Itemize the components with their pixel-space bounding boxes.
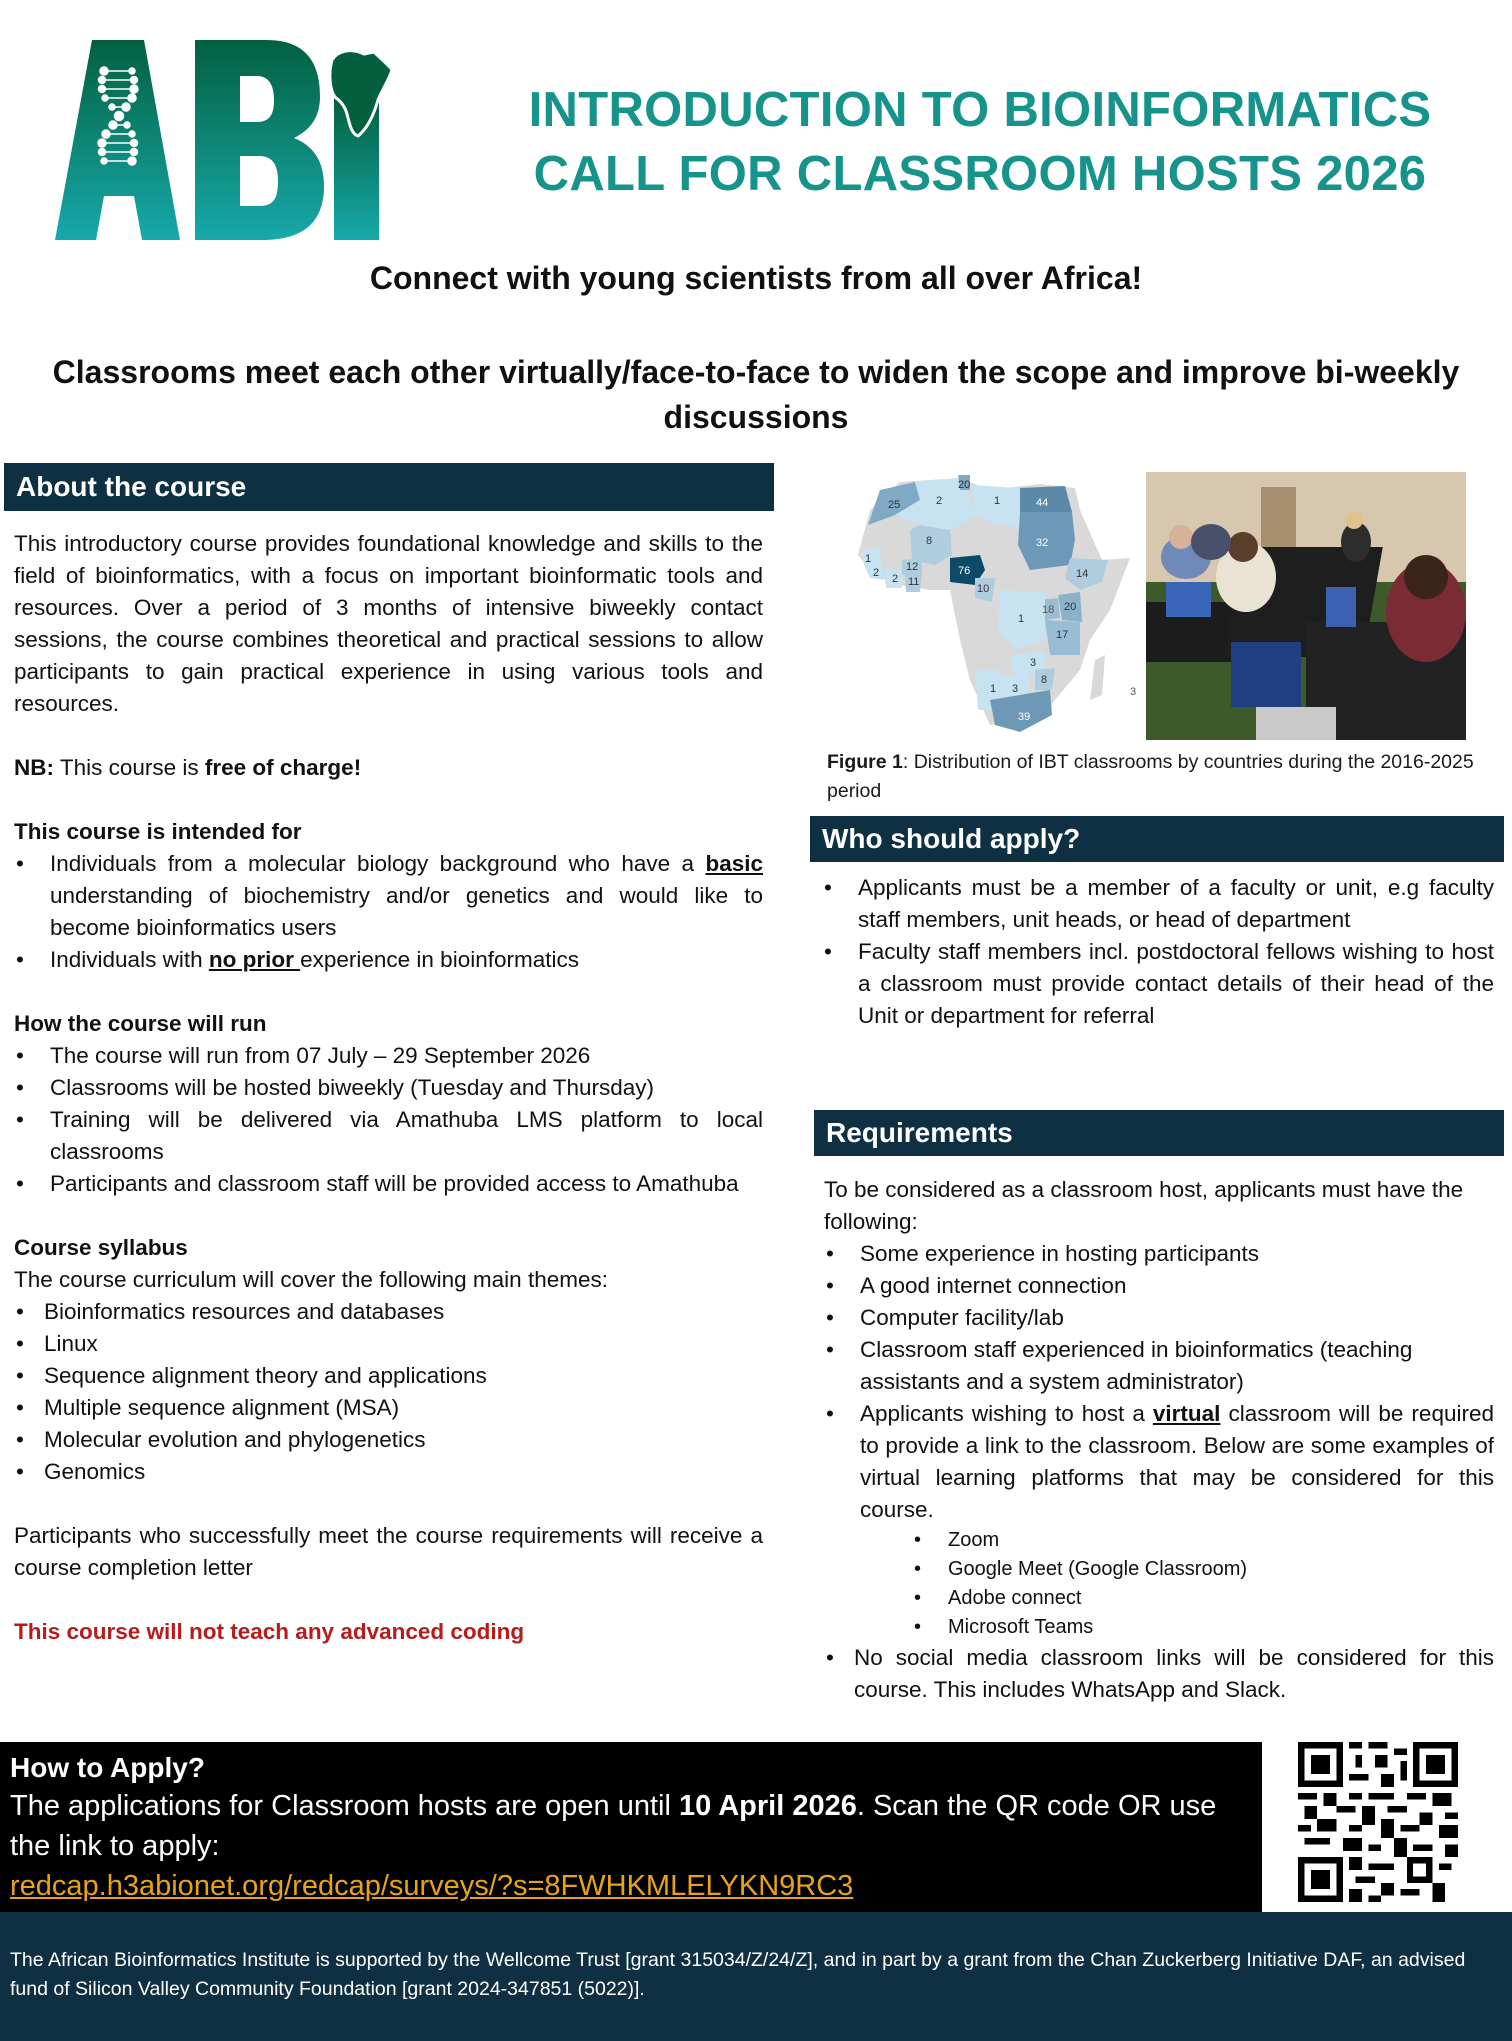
list-item [824,1398,1494,1526]
map-label: 25 [888,499,901,511]
map-label: 18 [1042,604,1055,616]
page-title [480,78,1480,206]
list-item: • Google Meet (Google Classroom) [914,1555,1494,1584]
list-item: • The course will run from 07 July – 29 September 2026 [14,1040,763,1072]
list-item: • Faculty staff members incl. postdoctoral fellows wishing to host a classroom must provide contact details of their head of the Unit or department for referral [822,936,1494,1032]
nb-text: This course is [54,755,205,780]
syllabus-heading: Course syllabus [14,1235,188,1260]
syllabus-list [14,1296,763,1488]
list-item: • Classrooms will be hosted biweekly (Tuesday and Thursday) [14,1072,763,1104]
title-line-2: CALL FOR CLASSROOM HOSTS 2026 [533,147,1427,201]
apply-link[interactable]: redcap.h3abionet.org/redcap/surveys/?s=8FWHKMLELYKN9RC3 [10,1870,854,1902]
africa-classroom-map [840,470,1140,740]
intended-heading: This course is intended for [14,819,302,844]
nb-label: NB: [14,755,54,780]
about-column [14,528,763,1648]
map-label: 1 [990,683,997,695]
item-text: Individuals from a molecular biology background who have a [50,851,706,876]
map-label: 76 [958,565,971,577]
map-label: 3 [1012,683,1019,695]
nb-note [14,752,763,784]
map-label: 1 [865,553,872,565]
list-item: • Multiple sequence alignment (MSA) [14,1392,763,1424]
how-to-apply-band [0,1742,1262,1912]
classroom-photo [1146,472,1466,740]
list-item: • Molecular evolution and phylogenetics [14,1424,763,1456]
list-item: • Adobe connect [914,1584,1494,1613]
item-text: understanding of biochemistry and/or genetics and would like to become bioinformatics users [50,883,763,940]
section-title: Who should apply? [822,823,1081,854]
map-label: 2 [873,567,880,579]
who-list [822,872,1494,1032]
map-label: 11 [908,576,920,588]
caption-label: Figure 1 [827,751,903,773]
item-text: experience in bioinformatics [300,947,579,972]
platform-list [914,1526,1494,1642]
requirements-column [824,1174,1494,1706]
item-emphasis: virtual [1152,1401,1221,1426]
map-label: 8 [1041,674,1048,686]
list-item: • No social media classroom links will be considered for this course. This includes WhatsApp and Slack. [824,1642,1494,1706]
abi-logo [52,38,397,243]
requirements-intro: To be considered as a classroom host, applicants must have the following: [824,1177,1464,1234]
list-item: • Bioinformatics resources and databases [14,1296,763,1328]
map-label: 1 [994,495,1001,507]
syllabus-intro: The course curriculum will cover the following main themes: [14,1267,608,1292]
figure-caption [827,748,1487,806]
map-label: 10 [977,583,990,595]
item-text: Individuals with [50,947,209,972]
list-item: • Genomics [14,1456,763,1488]
map-label: 2 [936,495,943,507]
section-title: Requirements [826,1117,1013,1148]
funding-footer [0,1912,1512,2041]
item-text: classroom will be required to provide a link to the classroom. Below are some examples of virtual learning platforms that may be considered for this course. [860,1401,1494,1522]
list-item: • Zoom [914,1526,1494,1555]
apply-deadline: 10 April 2026 [678,1790,857,1822]
caption-text: : Distribution of IBT classrooms by countries during the 2016-2025 period [827,751,1474,802]
section-title: About the course [16,471,247,502]
apply-text-pre: The applications for Classroom hosts are open until [10,1790,679,1822]
section-header-requirements [814,1110,1504,1156]
about-intro: This introductory course provides foundational knowledge and skills to the field of bioinformatics, with a focus on important bioinformatic tools and resources. Over a period of 3 months of intensive biweekly contact sessions, the course combines theoretical and practical sessions to allow participants to gain practical experience in using various tools and resources. [14,531,763,716]
map-label: 17 [1056,629,1069,641]
map-label: 2 [892,573,899,585]
list-item: • Applicants must be a member of a faculty or unit, e.g faculty staff members, unit heads, or head of department [822,872,1494,936]
list-item: • Training will be delivered via Amathuba LMS platform to local classrooms [14,1104,763,1168]
title-line-1: INTRODUCTION TO BIOINFORMATICS [528,83,1432,137]
list-item [14,848,763,944]
social-list [824,1642,1494,1706]
completion-note: Participants who successfully meet the course requirements will receive a course completion letter [14,1523,763,1580]
apply-heading: How to Apply? [10,1752,205,1783]
apply-text-post: . Scan the QR code OR use the link to apply: [10,1790,1217,1862]
list-item: • Linux [14,1328,763,1360]
nb-bold: free of charge! [204,755,362,780]
run-heading: How the course will run [14,1011,267,1036]
list-item [14,944,763,976]
list-item: • Computer facility/lab [824,1302,1494,1334]
list-item: • Microsoft Teams [914,1613,1494,1642]
map-label: 20 [958,479,971,491]
warning-note: This course will not teach any advanced coding [14,1619,525,1644]
intended-list [14,848,763,976]
run-list [14,1040,763,1200]
list-item: • A good internet connection [824,1270,1494,1302]
map-label: 20 [1064,601,1077,613]
qr-code-icon[interactable] [1292,1742,1464,1902]
list-item: • Participants and classroom staff will be provided access to Amathuba [14,1168,763,1200]
tagline-connect: Connect with young scientists from all over Africa! [369,260,1143,296]
map-region [1090,655,1105,700]
requirements-list [824,1238,1494,1526]
map-label: 14 [1076,568,1089,580]
section-header-who [810,816,1504,862]
map-label: 39 [1018,711,1031,723]
item-emphasis: no prior [208,947,301,972]
map-label: 3 [1130,686,1137,698]
who-column [822,872,1494,1032]
map-label: 1 [1018,613,1025,625]
map-label: 32 [1036,537,1049,549]
list-item: • Some experience in hosting participants [824,1238,1494,1270]
tagline-classrooms: Classrooms meet each other virtually/face-to-face to widen the scope and improve bi-weekly discussions [52,354,1460,435]
map-label: 3 [1030,657,1037,669]
qr-code-container [1262,1730,1512,1912]
apply-text [10,1786,1252,1866]
item-emphasis: basic [705,851,763,876]
funding-text: The African Bioinformatics Institute is supported by the Wellcome Trust [grant 315034/Z/24/Z], and in part by a grant from the Chan Zuckerberg Initiative DAF, an advised fund of Silicon Valley Community Foundation [grant 2024-347851 (5022)]. [10,1949,1466,2000]
map-label: 8 [926,535,933,547]
item-text: Applicants wishing to host a [860,1401,1153,1426]
section-header-about [4,463,774,511]
map-label: 12 [906,561,919,573]
list-item: • Classroom staff experienced in bioinformatics (teaching assistants and a system administrator) [824,1334,1494,1398]
map-label: 44 [1036,497,1049,509]
list-item: • Sequence alignment theory and applications [14,1360,763,1392]
